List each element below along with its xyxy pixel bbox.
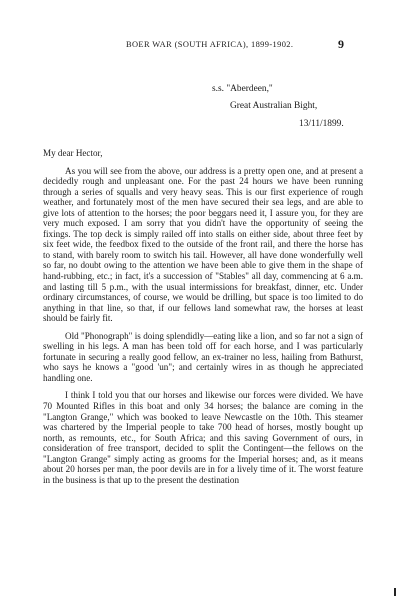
running-head: BOER WAR (SOUTH AFRICA), 1899-1902. xyxy=(126,40,294,49)
letter-paragraph: I think I told you that our horses and likewise our forces were divided. We have 70 Mounted Rifles in this boat and only 34 horses; the balance are coming in the "Langton Grange," which was booked to leave Newcastle on the 10th. This steamer was chartered by the Imperial people to take 700 head of horses, mostly bought up north, as remounts, etc., for South Africa; and this saving Government of ours, in consideration of free transport, decided to split the Contingent—the fellows on the "Langton Grange" simply acting as grooms for the Imperial horses; and, as it means about 20 horses per man, the poor devils are in for a lively time of it. The worst feature in the business is that up to the present the destination xyxy=(43,390,363,485)
letter-location: Great Australian Bight, xyxy=(230,101,318,111)
page-number: 9 xyxy=(338,37,344,51)
letter-date: 13/11/1899. xyxy=(299,119,344,129)
letter-paragraph: As you will see from the above, our address is a pretty open one, and at present a decidedly rough and unpleasant one. For the past 24 hours we have been running through a series of squalls and very heavy seas. This is our first experience of rough weather, and fortunately most of the men have secured their sea legs, and are able to give lots of attention to the horses; the poor beggars need it, I assure you, for they are very much exposed. I am sorry that you didn't have the opportunity of seeing the fixings. The top deck is simply railed off into stalls on either side, about three feet by six feet wide, the feedbox fixed to the outside of the front rail, and there the horse has to stand, with barely room to switch his tail. However, all have done wonderfully well so far, no doubt owing to the attention we have been able to give them in the shape of hand-rubbing, etc.; in fact, it's a succession of "Stables" all day, commencing at 6 a.m. and lasting till 5 p.m., with the usual intermissions for breakfast, dinner, etc. Under ordinary circumstances, of course, we would be drilling, but space is too limited to do anything in that line, so that, if our fellows land somewhat raw, the horses at least should be fairly fit. xyxy=(43,165,363,324)
page-edge-mark xyxy=(394,588,396,596)
letter-ship-name: s.s. "Aberdeen," xyxy=(212,84,273,94)
letter-body xyxy=(43,148,363,492)
letter-salutation: My dear Hector, xyxy=(43,148,103,158)
letter-paragraph: Old "Phonograph" is doing splendidly—eating like a lion, and so far not a sign of swelling in his legs. A man has been told off for each horse, and I was particularly fortunate in securing a really good fellow, an ex-trainer no less, hailing from Bathurst, who says he knows a "good 'un"; and certainly wires in as though he appreciated handling one. xyxy=(43,330,363,383)
